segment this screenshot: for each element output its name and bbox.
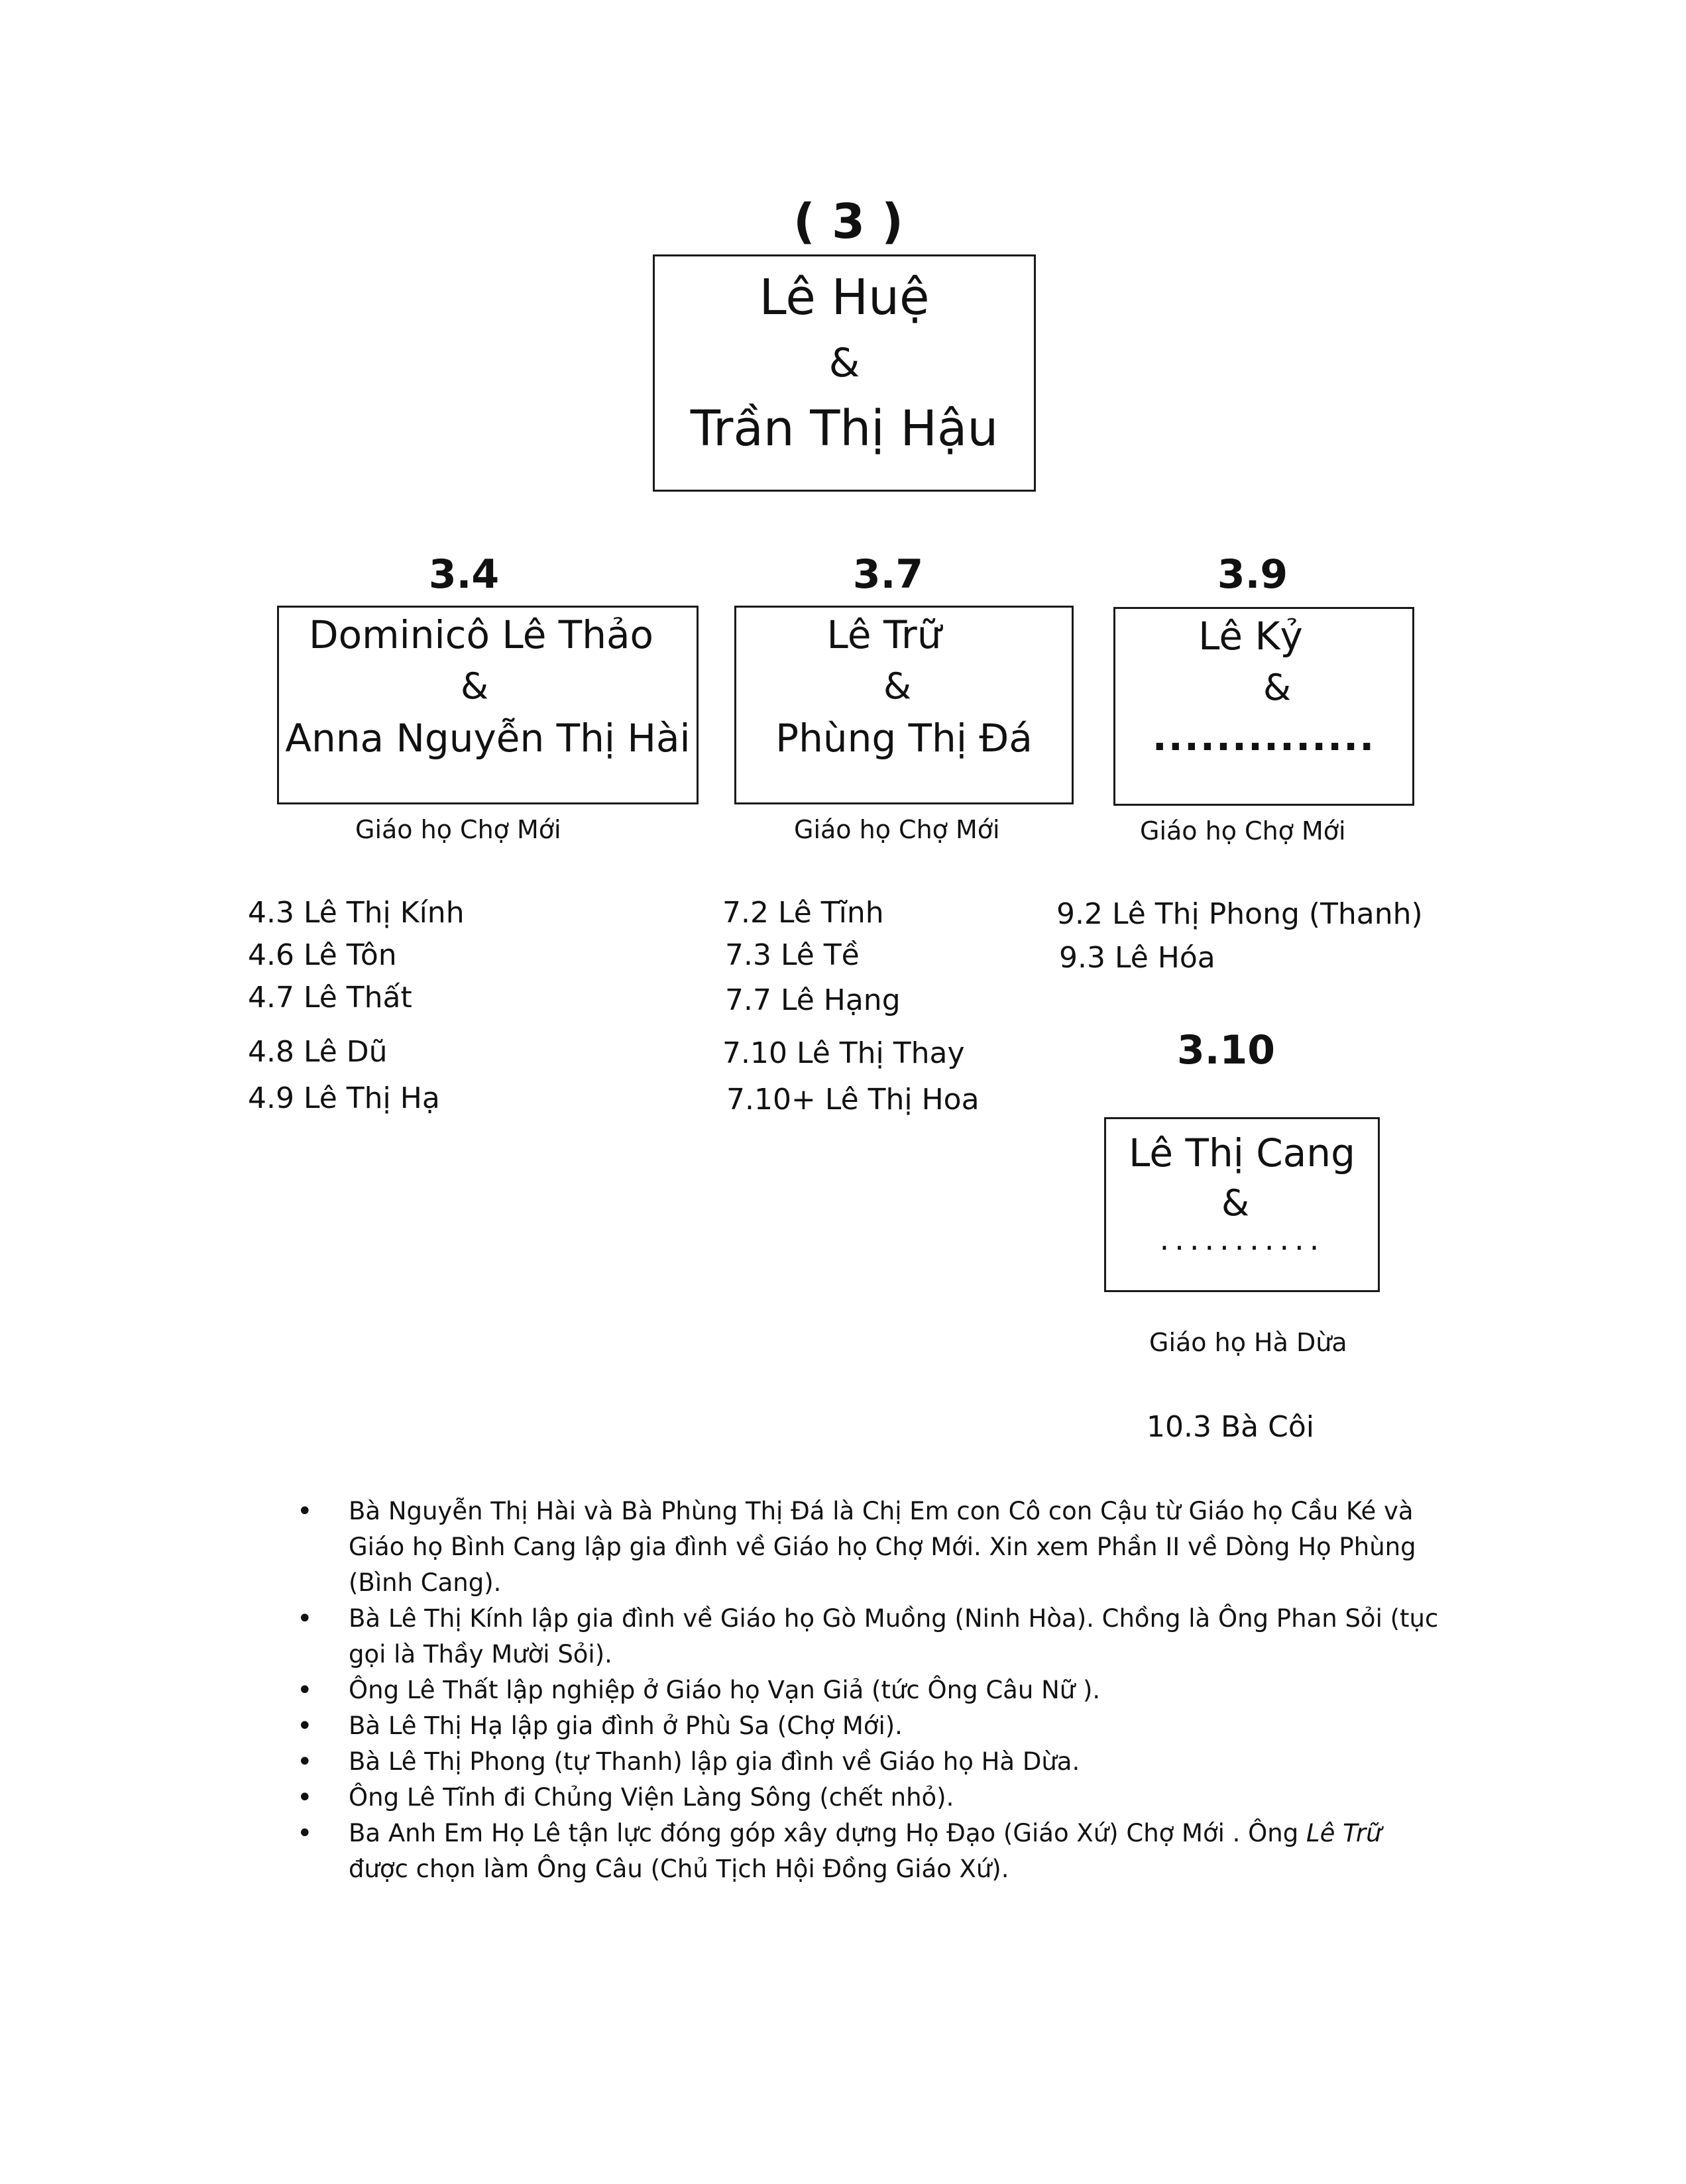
family-couple-box bbox=[734, 606, 1074, 804]
child-entry: 4.3 Lê Thị Kính bbox=[248, 896, 465, 930]
child-entry: 10.3 Bà Côi bbox=[1147, 1410, 1314, 1444]
child-entry: 4.8 Lê Dũ bbox=[248, 1035, 388, 1069]
note-text: Bà Nguyễn Thị Hài và Bà Phùng Thị Đá là Chị Em con Cô con Cậu từ Giáo họ Cầu Ké và Giáo họ Bình Cang lập gia đình về Giáo họ Chợ Mới. Xin xem Phần II về Dòng Họ Phùng (Bình Cang). bbox=[349, 1497, 1416, 1597]
parish-label: Giáo họ Chợ Mới bbox=[355, 815, 561, 844]
spouse-name-2: Phùng Thị Đá bbox=[775, 716, 1033, 761]
note-italic-name: Lê Trữ bbox=[1306, 1819, 1382, 1847]
child-entry: 7.3 Lê Tề bbox=[725, 938, 860, 972]
spouse-name-1: Lê Kỷ bbox=[1198, 614, 1303, 659]
ampersand: & bbox=[460, 665, 489, 707]
note-text: được chọn làm Ông Câu (Chủ Tịch Hội Đồng Giáo Xứ). bbox=[349, 1855, 1009, 1883]
spouse-name-1: Lê Trữ bbox=[826, 612, 942, 657]
note-item bbox=[297, 1708, 1449, 1744]
spouse-name-2: .............. bbox=[1152, 714, 1376, 759]
family-couple-box bbox=[1113, 607, 1414, 806]
note-text: Ông Lê Thất lập nghiệp ở Giáo họ Vạn Giả (tức Ông Câu Nữ ). bbox=[349, 1676, 1101, 1704]
family-number: 3.4 bbox=[428, 551, 500, 598]
child-entry: 9.2 Lê Thị Phong (Thanh) bbox=[1056, 897, 1423, 931]
child-entry: 4.7 Lê Thất bbox=[248, 981, 412, 1014]
spouse-name-2: ........... bbox=[1159, 1221, 1325, 1257]
child-entry: 7.10 Lê Thị Thay bbox=[722, 1036, 965, 1070]
child-entry: 4.6 Lê Tôn bbox=[248, 938, 397, 972]
child-entry: 4.9 Lê Thị Hạ bbox=[248, 1081, 440, 1115]
note-item bbox=[297, 1494, 1449, 1601]
note-text: Bà Lê Thị Kính lập gia đình về Giáo họ Gò Muồng (Ninh Hòa). Chồng là Ông Phan Sỏi (tục gọi là Thầy Mười Sỏi). bbox=[349, 1604, 1439, 1668]
spouse-name-1: Lê Thị Cang bbox=[1129, 1130, 1355, 1175]
note-text: Ông Lê Tĩnh đi Chủng Viện Làng Sông (chết nhỏ). bbox=[349, 1783, 954, 1812]
note-item bbox=[297, 1744, 1449, 1780]
spouse-name-1: Dominicô Lê Thảo bbox=[308, 612, 654, 657]
parish-label: Giáo họ Hà Dừa bbox=[1149, 1328, 1347, 1357]
family-couple-box bbox=[277, 606, 699, 804]
note-item bbox=[297, 1672, 1449, 1708]
root-name-1: Lê Huệ bbox=[759, 269, 930, 326]
spouse-name-2: Anna Nguyễn Thị Hài bbox=[285, 716, 691, 761]
ampersand: & bbox=[1263, 667, 1292, 708]
ampersand: & bbox=[883, 665, 912, 707]
child-entry: 9.3 Lê Hóa bbox=[1059, 941, 1215, 975]
note-item bbox=[297, 1780, 1449, 1816]
note-text: Bà Lê Thị Hạ lập gia đình ở Phù Sa (Chợ Mới). bbox=[349, 1712, 903, 1740]
family-couple-box bbox=[1104, 1117, 1380, 1292]
bullet: • bbox=[297, 1675, 313, 1706]
family-number: 3.10 bbox=[1176, 1027, 1276, 1073]
note-item bbox=[297, 1601, 1449, 1672]
bullet: • bbox=[297, 1747, 313, 1777]
family-number: 3.9 bbox=[1217, 551, 1288, 598]
note-item bbox=[297, 1816, 1449, 1887]
root-number: ( 3 ) bbox=[793, 193, 904, 249]
bullet: • bbox=[297, 1496, 313, 1527]
parish-label: Giáo họ Chợ Mới bbox=[1140, 816, 1346, 846]
parish-label: Giáo họ Chợ Mới bbox=[794, 815, 1000, 844]
bullet: • bbox=[297, 1711, 313, 1741]
family-number: 3.7 bbox=[852, 551, 924, 598]
note-text: Bà Lê Thị Phong (tự Thanh) lập gia đình về Giáo họ Hà Dừa. bbox=[349, 1747, 1080, 1776]
bullet: • bbox=[297, 1818, 313, 1849]
child-entry: 7.7 Lê Hạng bbox=[725, 983, 901, 1017]
root-couple-box bbox=[653, 254, 1036, 492]
child-entry: 7.10+ Lê Thị Hoa bbox=[726, 1083, 980, 1117]
root-name-2: Trần Thị Hậu bbox=[690, 400, 999, 457]
bullet: • bbox=[297, 1604, 313, 1634]
notes-list bbox=[297, 1494, 1449, 1887]
note-text: Ba Anh Em Họ Lê tận lực đóng góp xây dựng Họ Đạo (Giáo Xứ) Chợ Mới . Ông bbox=[349, 1819, 1307, 1847]
bullet: • bbox=[297, 1782, 313, 1813]
child-entry: 7.2 Lê Tĩnh bbox=[722, 896, 884, 930]
root-ampersand: & bbox=[828, 340, 860, 386]
ampersand: & bbox=[1221, 1182, 1250, 1224]
